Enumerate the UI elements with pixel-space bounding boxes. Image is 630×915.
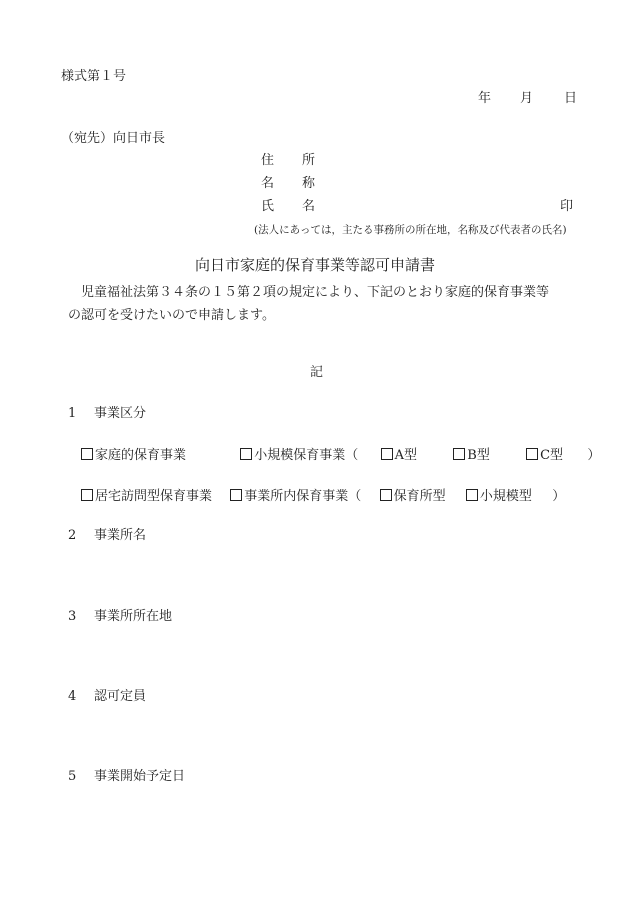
addressee: （宛先）向日市長	[61, 131, 166, 146]
section-label: 事業開始予定日	[94, 769, 186, 784]
section-label: 認可定員	[94, 689, 147, 704]
person-name-label-1: 氏	[261, 199, 275, 214]
section-facility-name	[68, 529, 146, 542]
workplace-label: 事業所内保育事業（	[244, 489, 362, 504]
row1-close-paren: ）	[587, 448, 601, 463]
small-scale-checkbox[interactable]	[240, 448, 252, 460]
options-row-2	[81, 489, 565, 503]
section-number: 1	[68, 406, 77, 421]
address-label-1: 住	[261, 153, 275, 168]
year-label: 年	[478, 91, 492, 106]
nursery-type-checkbox[interactable]	[380, 489, 392, 501]
section-capacity	[68, 690, 146, 703]
address-row	[261, 154, 315, 167]
section-facility-address	[68, 610, 172, 623]
section-start-date	[68, 770, 185, 783]
body-line-1: 児童福祉法第３４条の１５第２項の規定により、下記のとおり家庭的保育事業等	[81, 285, 550, 300]
section-number: 4	[68, 689, 77, 704]
type-a-checkbox[interactable]	[381, 448, 393, 460]
date-line	[478, 92, 577, 105]
type-a-label: A型	[394, 448, 417, 463]
workplace-checkbox[interactable]	[230, 489, 242, 501]
corporation-note: (法人にあっては，主たる事務所の所在地，名称及び代表者の氏名)	[254, 224, 567, 236]
month-label: 月	[520, 91, 534, 106]
person-name-label-2: 名	[302, 199, 316, 214]
section-label: 事業区分	[94, 406, 147, 421]
row2-close-paren: ）	[552, 489, 566, 504]
type-b-checkbox[interactable]	[453, 448, 465, 460]
nursery-type-label: 保育所型	[393, 489, 446, 504]
form-number: 様式第１号	[61, 69, 127, 84]
corp-name-row	[261, 177, 315, 190]
small-scale-label: 小規模保育事業（	[254, 448, 359, 463]
section-label: 事業所所在地	[94, 609, 173, 624]
section-number: 3	[68, 609, 77, 624]
type-b-label: B型	[467, 448, 490, 463]
small-scale-type-label: 小規模型	[479, 489, 532, 504]
small-scale-type-checkbox[interactable]	[466, 489, 478, 501]
address-label-2: 所	[302, 153, 316, 168]
document-title: 向日市家庭的保育事業等認可申請書	[194, 256, 435, 274]
home-visit-label: 居宅訪問型保育事業	[95, 489, 213, 504]
family-care-label: 家庭的保育事業	[95, 448, 187, 463]
body-line-2: の認可を受けたいので申請します。	[68, 308, 275, 323]
corp-name-label-2: 称	[302, 176, 316, 191]
seal-mark: 印	[560, 199, 574, 214]
day-label: 日	[564, 91, 578, 106]
type-c-checkbox[interactable]	[526, 448, 538, 460]
section-number: 5	[68, 769, 77, 784]
family-care-checkbox[interactable]	[81, 448, 93, 460]
section-label: 事業所名	[94, 528, 147, 543]
options-row-1	[81, 448, 600, 462]
home-visit-checkbox[interactable]	[81, 489, 93, 501]
ki-heading: 記	[310, 365, 324, 380]
type-c-label: C型	[540, 448, 564, 463]
section-business-category	[68, 407, 146, 420]
corp-name-label-1: 名	[261, 176, 275, 191]
application-body	[68, 281, 568, 327]
section-number: 2	[68, 528, 77, 543]
person-name-row	[261, 200, 315, 213]
